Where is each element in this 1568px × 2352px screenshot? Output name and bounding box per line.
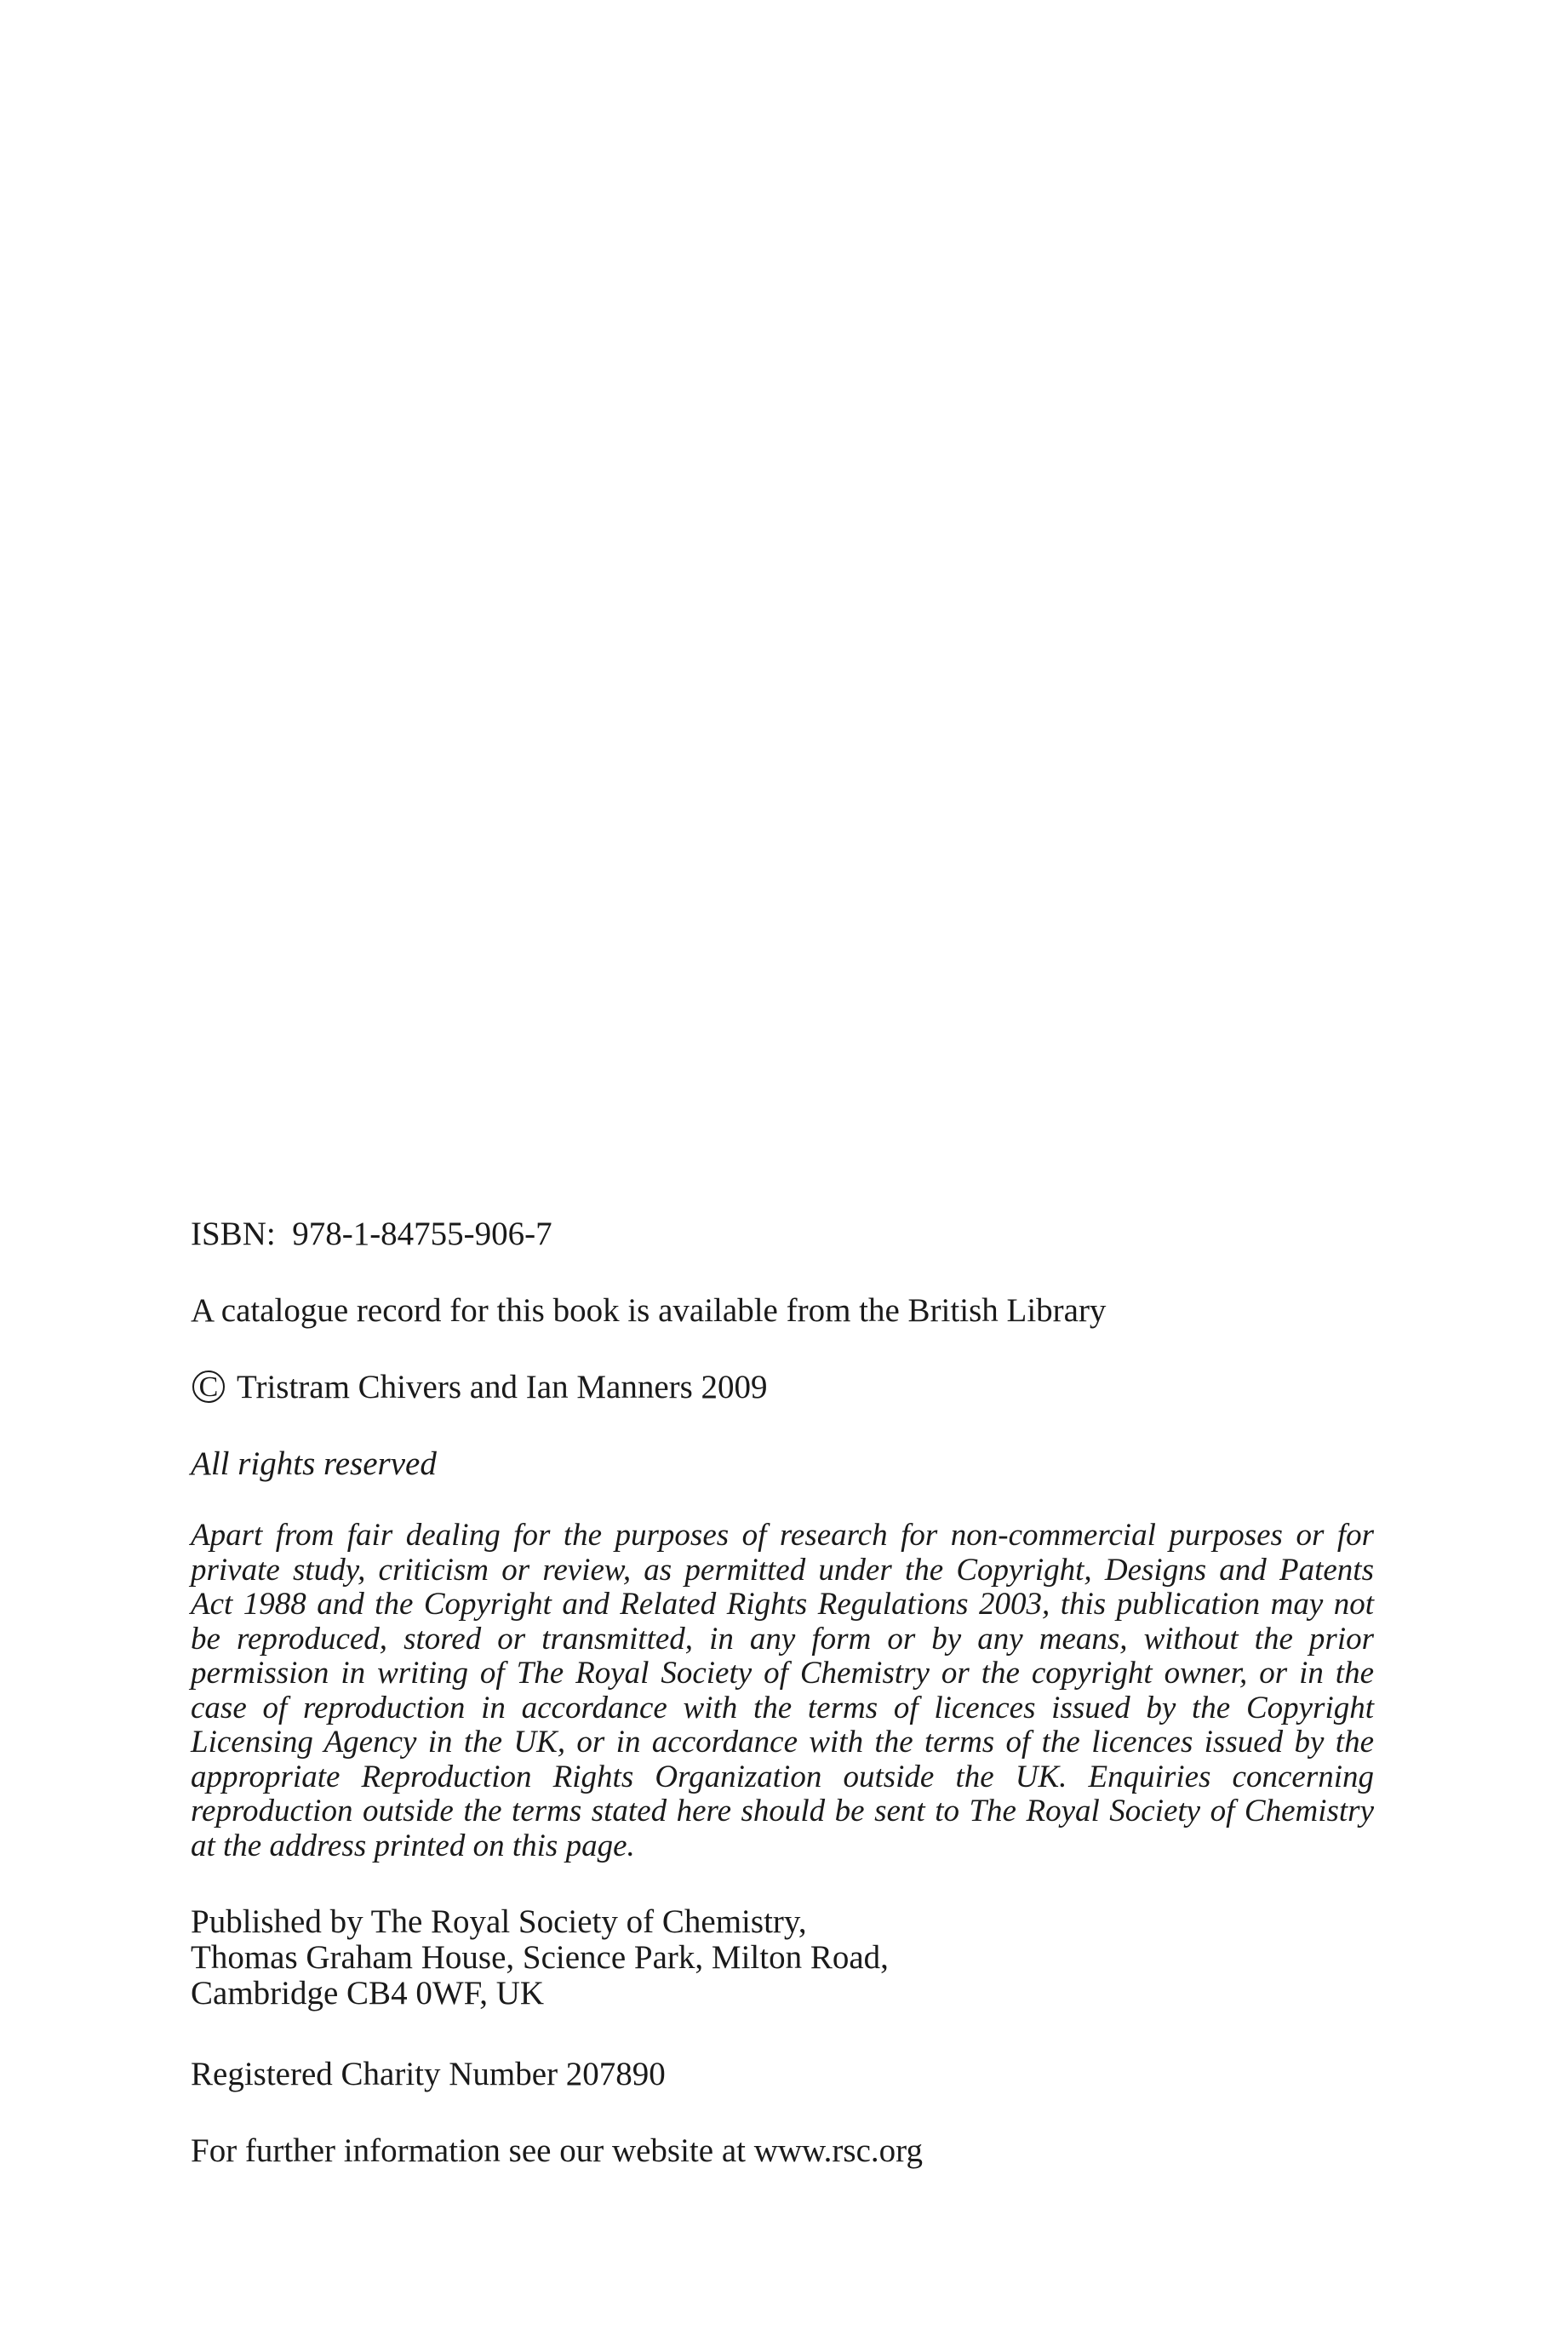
rights-reserved: All rights reserved [191, 1445, 437, 1482]
legal-notice-line: Act 1988 and the Copyright and Related Rights Regulations 2003, this publication may not [191, 1587, 1374, 1622]
copyright-icon: C [192, 1371, 225, 1403]
website-note: For further information see our website at www.rsc.org [191, 2132, 923, 2169]
isbn-label: ISBN: [191, 1216, 276, 1252]
legal-notice-line: Apart from fair dealing for the purposes of research for non-commercial purposes or for [191, 1518, 1374, 1553]
legal-notice-line: at the address printed on this page. [191, 1828, 635, 1863]
legal-notice-line: private study, criticism or review, as permitted under the Copyright, Designs and Patents [191, 1552, 1374, 1588]
publisher-line: Thomas Graham House, Science Park, Milton Road, [191, 1939, 889, 1976]
legal-notice-line: case of reproduction in accordance with the terms of licences issued by the Copyright [191, 1690, 1374, 1725]
publisher-address [191, 1904, 1374, 2012]
publisher-line: Published by The Royal Society of Chemistry, [191, 1903, 807, 1940]
isbn-value: 978-1-84755-906-7 [292, 1216, 552, 1252]
copyright-holders: Tristram Chivers and Ian Manners 2009 [237, 1369, 768, 1405]
isbn-line [191, 1212, 1374, 1256]
legal-notice-line: Licensing Agency in the UK, or in accordance with the terms of the licences issued by the [191, 1725, 1374, 1760]
imprint-block [191, 1212, 1374, 2173]
legal-notice-line: appropriate Reproduction Rights Organization outside the UK. Enquiries concerning [191, 1759, 1374, 1794]
legal-notice [191, 1519, 1374, 1863]
copyright-line [191, 1365, 1374, 1410]
legal-notice-line: reproduction outside the terms stated here should be sent to The Royal Society of Chemistry [191, 1794, 1374, 1828]
legal-notice-line: permission in writing of The Royal Society of Chemistry or the copyright owner, or in the [191, 1656, 1374, 1691]
catalogue-record: A catalogue record for this book is available from the British Library [191, 1292, 1107, 1329]
legal-notice-line: be reproduced, stored or transmitted, in any form or by any means, without the prior [191, 1621, 1374, 1657]
publisher-line: Cambridge CB4 0WF, UK [191, 1975, 545, 2012]
charity-number: Registered Charity Number 207890 [191, 2056, 666, 2092]
